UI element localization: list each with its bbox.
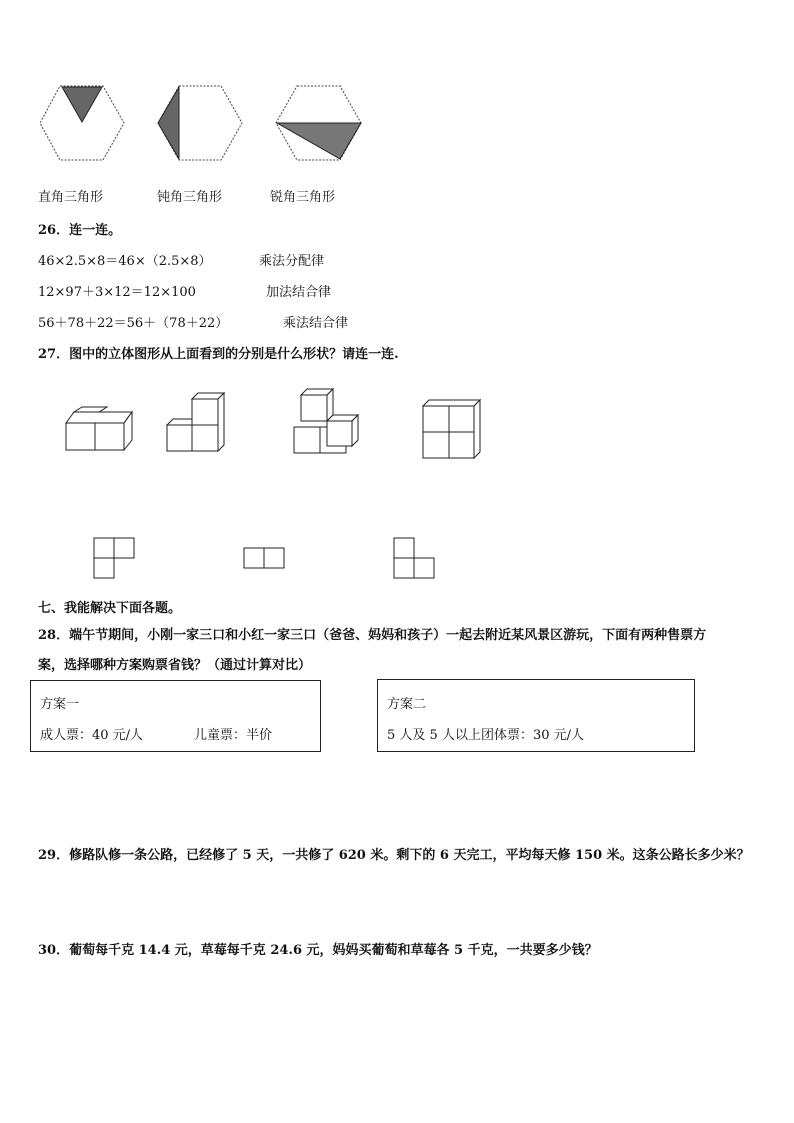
plan-2-group-price: 5 人及 5 人以上团体票：30 元/人 [387,728,584,743]
plan-1-box [30,680,321,752]
plan-2-title: 方案二 [387,697,427,712]
hexagon-label-obtuse: 钝角三角形 [157,190,223,205]
hexagon-label-acute: 锐角三角形 [270,190,336,205]
plan-1-child-price: 儿童票：半价 [194,728,273,743]
section-7-title: 七、我能解决下面各题。 [38,601,182,616]
plan-2-box [377,679,695,752]
q28-text-line-2: 案，选择哪种方案购票省钱？（通过计算对比） [38,658,312,673]
top-view-2 [244,548,284,568]
top-view-3 [394,538,434,578]
q26-law-2: 加法结合律 [266,285,332,300]
q26-title: 26．连一连。 [38,223,122,238]
q26-equation-3: 56＋78＋22＝56＋（78＋22） [38,316,229,331]
q28-text-line-1: 28．端午节期间，小刚一家三口和小红一家三口（爸爸、妈妈和孩子）一起去附近某风景区游玩，下面有两种售票方 [38,628,707,643]
solid-figure-3 [294,389,358,453]
q26-equation-1: 46×2.5×8＝46×（2.5×8） [38,254,212,269]
plan-1-adult-price: 成人票：40 元/人 [40,728,144,743]
hexagon-label-right: 直角三角形 [38,190,104,205]
solid-figure-2 [167,393,224,451]
plan-1-title: 方案一 [40,697,80,712]
q26-equation-2: 12×97＋3×12＝12×100 [38,285,196,300]
q27-title: 27．图中的立体图形从上面看到的分别是什么形状？请连一连. [38,347,399,362]
q26-law-3: 乘法结合律 [283,316,349,331]
solid-figure-1 [66,407,132,450]
solid-figure-4 [423,400,480,458]
q30-text: 30．葡萄每千克 14.4 元，草莓每千克 24.6 元，妈妈买葡萄和草莓各 5 千克，一共要多少钱？ [38,943,598,958]
q29-text: 29．修路队修一条公路，已经修了 5 天，一共修了 620 米。剩下的 6 天完工，平均每天修 150 米。这条公路长多少米？ [38,848,750,863]
q26-law-1: 乘法分配律 [259,254,325,269]
top-view-1 [94,538,134,578]
